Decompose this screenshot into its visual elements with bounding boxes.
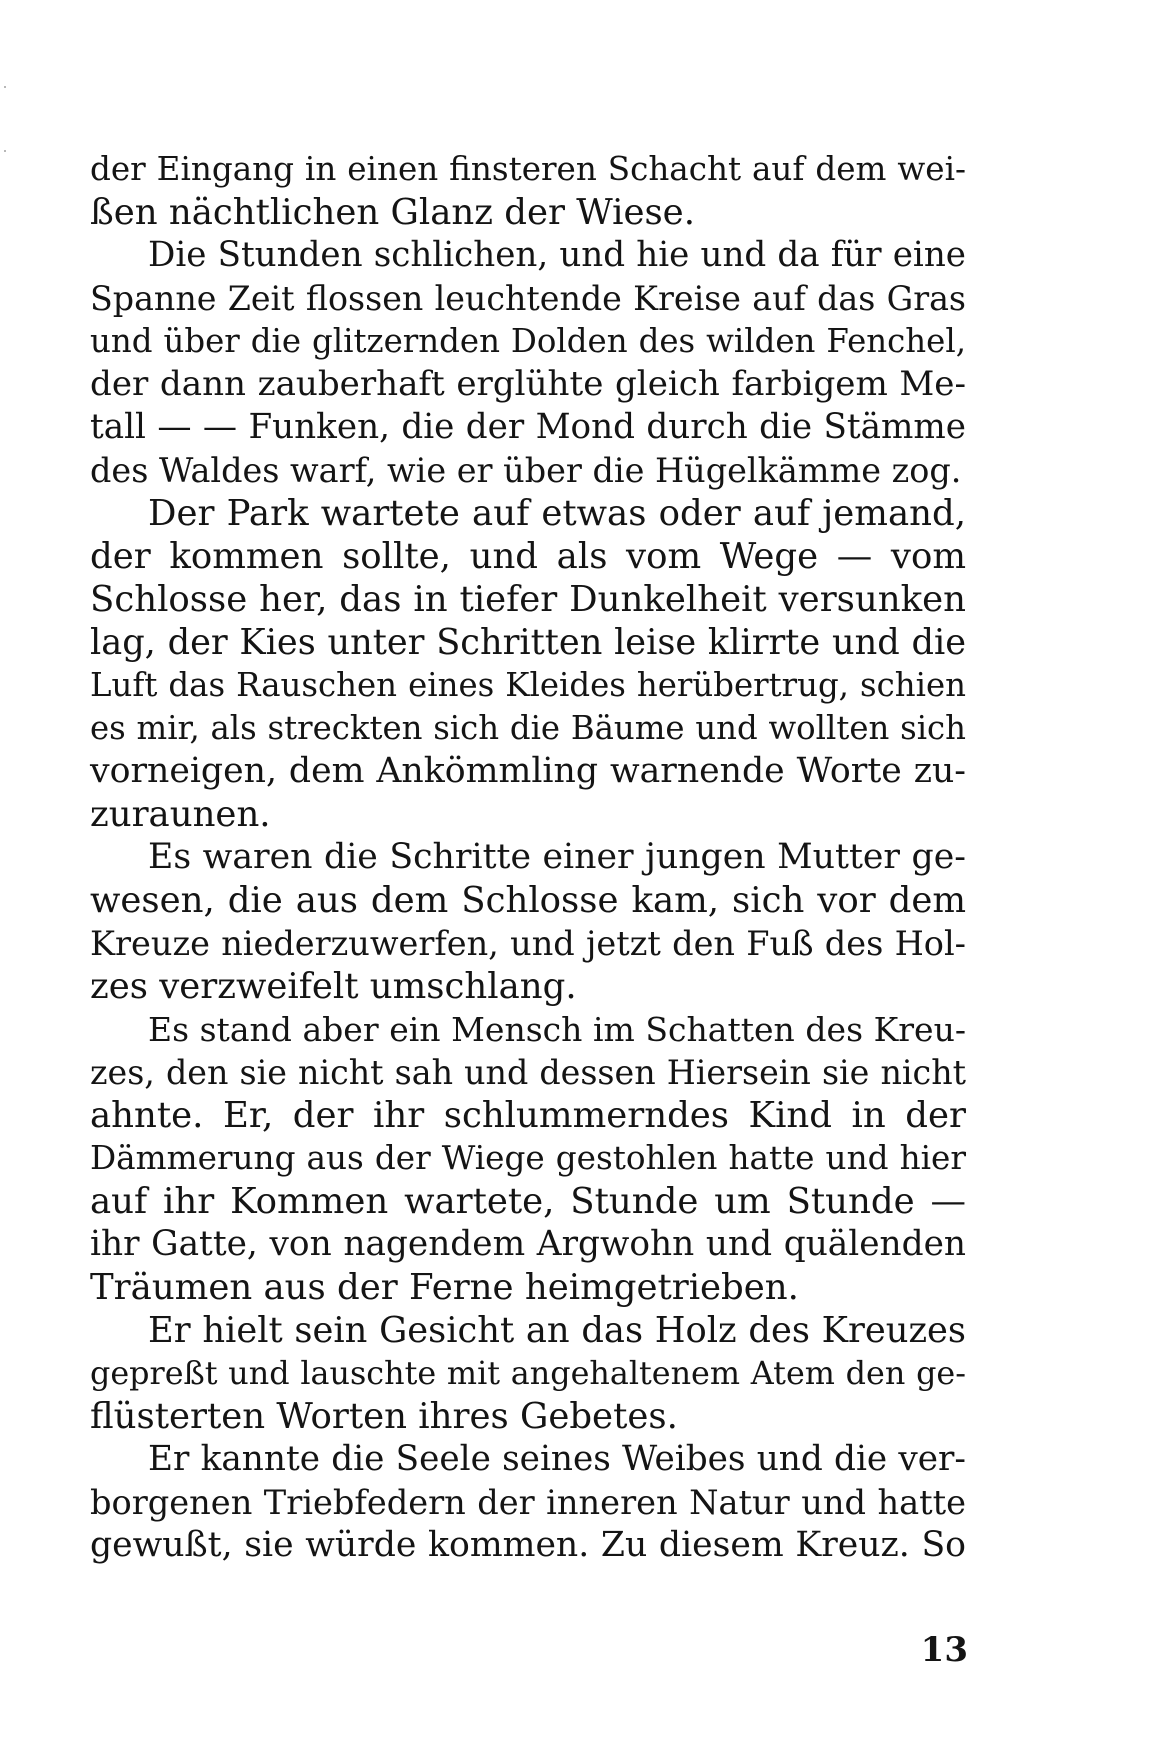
text-line: gewußt, sie würde kommen. Zu diesem Kreuz. So [90, 1525, 966, 1565]
paragraph [90, 1309, 966, 1438]
text-line: lag, der Kies unter Schritten leise klirrte und die [90, 622, 966, 663]
paragraph [90, 836, 966, 1008]
text-line: der dann zauberhaft erglühte gleich farbigem Me- [90, 364, 966, 404]
text-line: der kommen sollte, und als vom Wege — vom [90, 536, 966, 577]
text-line: borgenen Triebfedern der inneren Natur und hatte [90, 1483, 966, 1522]
text-line: ihr Gatte, von nagendem Argwohn und quälenden [90, 1224, 966, 1264]
paragraph [90, 492, 966, 836]
text-line: zuraunen. [90, 794, 271, 835]
paragraph [90, 234, 966, 492]
scan-edge-mark [4, 86, 6, 88]
paragraph [90, 148, 966, 234]
text-line: wesen, die aus dem Schlosse kam, sich vor dem [90, 880, 966, 921]
text-line: ßen nächtlichen Glanz der Wiese. [90, 192, 695, 233]
text-line: zes, den sie nicht sah und dessen Hiersein sie nicht [90, 1053, 966, 1092]
text-line: Die Stunden schlichen, und hie und da für eine [148, 235, 966, 275]
paragraph [90, 1438, 966, 1567]
text-line: Luft das Rauschen eines Kleides herübertrug, schien [90, 666, 966, 704]
text-line: tall — — Funken, die der Mond durch die Stämme [90, 407, 966, 447]
text-line: flüsterten Worten ihres Gebetes. [90, 1396, 678, 1437]
text-line: und über die glitzernden Dolden des wilden Fenchel, [90, 322, 966, 360]
text-line: vorneigen, dem Ankömmling warnende Worte zu- [90, 751, 966, 791]
text-line: Spanne Zeit flossen leuchtende Kreise auf das Gras [90, 279, 966, 318]
body-text [90, 148, 966, 1567]
scan-edge-mark [4, 150, 6, 152]
text-line: Es waren die Schritte einer jungen Mutter ge- [148, 837, 966, 877]
page-number: 13 [920, 1630, 968, 1670]
text-line: Dämmerung aus der Wiege gestohlen hatte und hier [90, 1139, 966, 1177]
text-line: Schlosse her, das in tiefer Dunkelheit versunken [90, 579, 966, 620]
text-line: zes verzweifelt umschlang. [90, 966, 577, 1007]
text-line: es mir, als streckten sich die Bäume und wollten sich [90, 709, 966, 747]
text-line: Träumen aus der Ferne heimgetrieben. [90, 1267, 799, 1308]
text-line: Er kannte die Seele seines Weibes und die ver- [148, 1439, 966, 1479]
text-line: auf ihr Kommen wartete, Stunde um Stunde — [90, 1181, 966, 1222]
text-line: Kreuze niederzuwerfen, und jetzt den Fuß des Hol- [90, 924, 966, 963]
text-line: der Eingang in einen finsteren Schacht auf dem wei- [90, 150, 966, 188]
text-line: Der Park wartete auf etwas oder auf jemand, [148, 493, 966, 534]
text-line: Es stand aber ein Mensch im Schatten des Kreu- [148, 1010, 966, 1049]
text-line: ahnte. Er, der ihr schlummerndes Kind in der [90, 1095, 966, 1136]
text-line: des Waldes warf, wie er über die Hügelkämme zog. [90, 451, 962, 490]
paragraph [90, 1008, 966, 1309]
text-line: Er hielt sein Gesicht an das Holz des Kreuzes [148, 1310, 966, 1351]
text-line: gepreßt und lauschte mit angehaltenem Atem den ge- [90, 1355, 966, 1392]
